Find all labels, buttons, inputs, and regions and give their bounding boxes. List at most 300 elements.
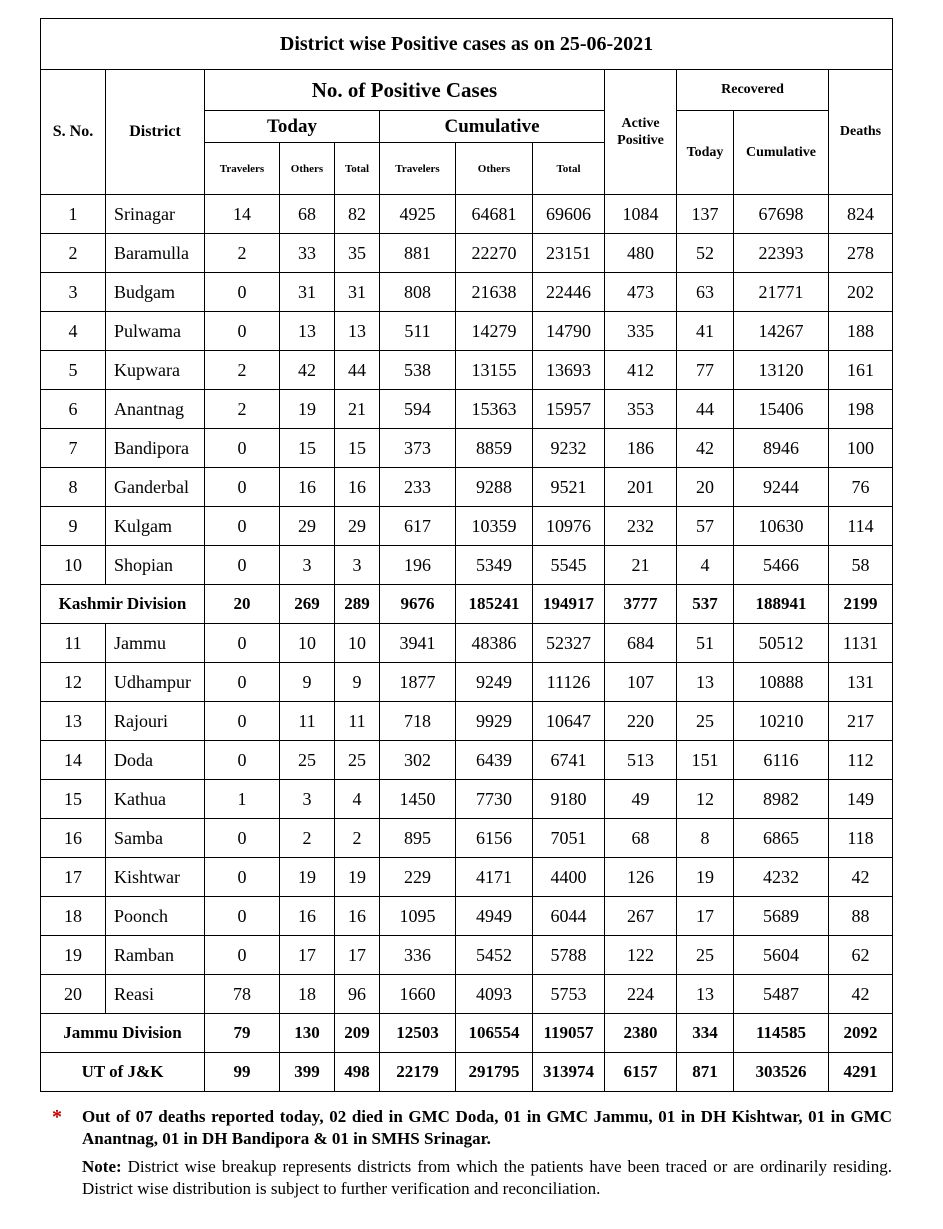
cell-district: Baramulla <box>106 234 205 273</box>
cell-today-travelers: 20 <box>205 585 280 624</box>
cell-deaths: 4291 <box>829 1053 893 1092</box>
cell-recovered-today: 51 <box>677 624 734 663</box>
recovered-header: Recovered <box>677 70 829 111</box>
table-row <box>41 663 893 702</box>
table-row <box>41 780 893 819</box>
cell-recovered-cumulative: 14267 <box>734 312 829 351</box>
cell-district: Kulgam <box>106 507 205 546</box>
cell-today-total: 289 <box>335 585 380 624</box>
cell-recovered-today: 4 <box>677 546 734 585</box>
cell-cum-others: 13155 <box>456 351 533 390</box>
cell-cum-total: 313974 <box>533 1053 605 1092</box>
cell-today-others: 19 <box>280 858 335 897</box>
cell-district: Jammu <box>106 624 205 663</box>
today-total-header: Total <box>335 143 380 195</box>
cell-today-others: 11 <box>280 702 335 741</box>
cell-district: Kathua <box>106 780 205 819</box>
cell-recovered-today: 871 <box>677 1053 734 1092</box>
cell-sno: 14 <box>41 741 106 780</box>
recovered-today-header: Today <box>677 111 734 195</box>
cell-today-total: 10 <box>335 624 380 663</box>
cell-today-others: 19 <box>280 390 335 429</box>
cell-active-positive: 126 <box>605 858 677 897</box>
cell-deaths: 2199 <box>829 585 893 624</box>
table-row <box>41 702 893 741</box>
cumulative-travelers-header: Travelers <box>380 143 456 195</box>
cell-today-travelers: 2 <box>205 390 280 429</box>
table-row <box>41 390 893 429</box>
cell-cum-travelers: 617 <box>380 507 456 546</box>
table-row <box>41 897 893 936</box>
cell-sno: 5 <box>41 351 106 390</box>
cell-sno: 19 <box>41 936 106 975</box>
cell-cum-others: 7730 <box>456 780 533 819</box>
cell-cum-total: 69606 <box>533 195 605 234</box>
cell-today-total: 498 <box>335 1053 380 1092</box>
cell-cum-travelers: 1877 <box>380 663 456 702</box>
cell-recovered-today: 8 <box>677 819 734 858</box>
cell-active-positive: 684 <box>605 624 677 663</box>
table-row <box>41 624 893 663</box>
district-cases-table <box>40 18 893 1092</box>
cell-today-total: 4 <box>335 780 380 819</box>
cell-active-positive: 6157 <box>605 1053 677 1092</box>
cell-cum-others: 9249 <box>456 663 533 702</box>
cell-active-positive: 224 <box>605 975 677 1014</box>
cell-today-travelers: 1 <box>205 780 280 819</box>
cell-today-travelers: 78 <box>205 975 280 1014</box>
cell-cum-total: 22446 <box>533 273 605 312</box>
cell-recovered-cumulative: 10210 <box>734 702 829 741</box>
cell-recovered-cumulative: 4232 <box>734 858 829 897</box>
total-label: UT of J&K <box>41 1053 205 1092</box>
cell-recovered-today: 151 <box>677 741 734 780</box>
cell-cum-total: 13693 <box>533 351 605 390</box>
cell-today-total: 96 <box>335 975 380 1014</box>
cell-cum-total: 7051 <box>533 819 605 858</box>
cell-cum-total: 4400 <box>533 858 605 897</box>
cell-cum-total: 10976 <box>533 507 605 546</box>
cell-deaths: 198 <box>829 390 893 429</box>
cell-sno: 11 <box>41 624 106 663</box>
cell-today-others: 269 <box>280 585 335 624</box>
cell-today-others: 3 <box>280 780 335 819</box>
cell-sno: 13 <box>41 702 106 741</box>
asterisk-marker: * <box>52 1106 62 1128</box>
cell-sno: 15 <box>41 780 106 819</box>
cell-deaths: 62 <box>829 936 893 975</box>
cell-cum-total: 23151 <box>533 234 605 273</box>
cell-deaths: 217 <box>829 702 893 741</box>
cell-cum-others: 10359 <box>456 507 533 546</box>
cell-district: Samba <box>106 819 205 858</box>
cumulative-others-header: Others <box>456 143 533 195</box>
cell-district: Anantnag <box>106 390 205 429</box>
cell-sno: 12 <box>41 663 106 702</box>
cell-today-travelers: 0 <box>205 429 280 468</box>
cell-deaths: 42 <box>829 858 893 897</box>
cell-deaths: 149 <box>829 780 893 819</box>
footnote-text: Out of 07 deaths reported today, 02 died in GMC Doda, 01 in GMC Jammu, 01 in DH Kishtwar, 01 in GMC Anantnag, 01 in DH Bandipora & 01 in SMHS Srinagar. <box>82 1107 892 1148</box>
cell-cum-total: 52327 <box>533 624 605 663</box>
cell-district: Doda <box>106 741 205 780</box>
cell-today-total: 16 <box>335 897 380 936</box>
cell-cum-others: 14279 <box>456 312 533 351</box>
cell-district: Poonch <box>106 897 205 936</box>
cell-active-positive: 1084 <box>605 195 677 234</box>
cell-today-others: 10 <box>280 624 335 663</box>
cell-cum-total: 194917 <box>533 585 605 624</box>
cell-today-total: 13 <box>335 312 380 351</box>
cell-recovered-today: 12 <box>677 780 734 819</box>
jammu-division-total-row <box>41 1014 893 1053</box>
cell-cum-travelers: 881 <box>380 234 456 273</box>
note-text: District wise breakup represents districts from which the patients have been traced or are ordinarily residing. District wise distribution is subject to further verification and reconciliation. <box>82 1157 892 1198</box>
cell-recovered-today: 137 <box>677 195 734 234</box>
cell-recovered-cumulative: 303526 <box>734 1053 829 1092</box>
table-row <box>41 819 893 858</box>
cell-recovered-today: 13 <box>677 663 734 702</box>
cell-sno: 10 <box>41 546 106 585</box>
today-travelers-header: Travelers <box>205 143 280 195</box>
cell-recovered-cumulative: 15406 <box>734 390 829 429</box>
cell-today-others: 68 <box>280 195 335 234</box>
table-row <box>41 312 893 351</box>
cell-today-travelers: 0 <box>205 507 280 546</box>
recovered-cumulative-header: Cumulative <box>734 111 829 195</box>
total-label: Kashmir Division <box>41 585 205 624</box>
cell-deaths: 202 <box>829 273 893 312</box>
cell-cum-others: 8859 <box>456 429 533 468</box>
cell-today-others: 17 <box>280 936 335 975</box>
cell-today-others: 33 <box>280 234 335 273</box>
cell-recovered-cumulative: 114585 <box>734 1014 829 1053</box>
cell-cum-travelers: 1450 <box>380 780 456 819</box>
cell-recovered-today: 537 <box>677 585 734 624</box>
cell-recovered-today: 334 <box>677 1014 734 1053</box>
cell-today-total: 25 <box>335 741 380 780</box>
cell-recovered-today: 17 <box>677 897 734 936</box>
cell-cum-total: 6741 <box>533 741 605 780</box>
cell-today-travelers: 0 <box>205 312 280 351</box>
cell-active-positive: 3777 <box>605 585 677 624</box>
cell-cum-total: 5753 <box>533 975 605 1014</box>
cell-cum-travelers: 373 <box>380 429 456 468</box>
cell-recovered-today: 63 <box>677 273 734 312</box>
cell-today-total: 19 <box>335 858 380 897</box>
cell-today-others: 25 <box>280 741 335 780</box>
cell-today-travelers: 2 <box>205 234 280 273</box>
cell-today-total: 2 <box>335 819 380 858</box>
cell-today-total: 15 <box>335 429 380 468</box>
cell-sno: 3 <box>41 273 106 312</box>
cell-sno: 6 <box>41 390 106 429</box>
cell-recovered-today: 25 <box>677 702 734 741</box>
deaths-header: Deaths <box>829 70 893 195</box>
note <box>40 1156 892 1200</box>
cell-cum-others: 21638 <box>456 273 533 312</box>
cell-today-total: 11 <box>335 702 380 741</box>
cell-today-travelers: 0 <box>205 897 280 936</box>
cell-district: Ramban <box>106 936 205 975</box>
cell-cum-travelers: 1660 <box>380 975 456 1014</box>
cumulative-total-header: Total <box>533 143 605 195</box>
cell-active-positive: 68 <box>605 819 677 858</box>
cell-cum-travelers: 808 <box>380 273 456 312</box>
cell-district: Kupwara <box>106 351 205 390</box>
cell-recovered-cumulative: 8982 <box>734 780 829 819</box>
cell-active-positive: 412 <box>605 351 677 390</box>
table-row <box>41 195 893 234</box>
footnote <box>40 1106 892 1150</box>
cell-today-travelers: 14 <box>205 195 280 234</box>
cell-sno: 4 <box>41 312 106 351</box>
cell-recovered-cumulative: 8946 <box>734 429 829 468</box>
table-row <box>41 936 893 975</box>
cell-today-others: 42 <box>280 351 335 390</box>
cell-cum-others: 291795 <box>456 1053 533 1092</box>
cell-deaths: 161 <box>829 351 893 390</box>
cell-cum-total: 15957 <box>533 390 605 429</box>
cell-today-others: 31 <box>280 273 335 312</box>
total-label: Jammu Division <box>41 1014 205 1053</box>
cell-cum-others: 4171 <box>456 858 533 897</box>
cell-deaths: 278 <box>829 234 893 273</box>
cell-cum-total: 5545 <box>533 546 605 585</box>
cumulative-header: Cumulative <box>380 111 605 143</box>
kashmir-division-total-row <box>41 585 893 624</box>
cell-recovered-cumulative: 10630 <box>734 507 829 546</box>
cell-today-travelers: 99 <box>205 1053 280 1092</box>
cell-cum-total: 9232 <box>533 429 605 468</box>
note-label: Note: <box>82 1157 122 1176</box>
cell-today-travelers: 0 <box>205 273 280 312</box>
table-row <box>41 273 893 312</box>
cell-recovered-today: 19 <box>677 858 734 897</box>
cell-cum-total: 9180 <box>533 780 605 819</box>
cell-active-positive: 201 <box>605 468 677 507</box>
cell-today-total: 35 <box>335 234 380 273</box>
cell-district: Budgam <box>106 273 205 312</box>
cell-sno: 1 <box>41 195 106 234</box>
cell-deaths: 188 <box>829 312 893 351</box>
cell-cum-travelers: 233 <box>380 468 456 507</box>
cell-district: Rajouri <box>106 702 205 741</box>
cell-recovered-today: 25 <box>677 936 734 975</box>
cell-deaths: 131 <box>829 663 893 702</box>
cell-deaths: 2092 <box>829 1014 893 1053</box>
active-positive-header: Active Positive <box>605 70 677 195</box>
cell-active-positive: 267 <box>605 897 677 936</box>
cell-cum-travelers: 3941 <box>380 624 456 663</box>
cell-recovered-cumulative: 21771 <box>734 273 829 312</box>
cell-cum-total: 14790 <box>533 312 605 351</box>
cell-today-total: 82 <box>335 195 380 234</box>
cell-deaths: 58 <box>829 546 893 585</box>
cell-cum-total: 119057 <box>533 1014 605 1053</box>
cell-today-travelers: 2 <box>205 351 280 390</box>
cell-cum-others: 5452 <box>456 936 533 975</box>
cell-cum-total: 6044 <box>533 897 605 936</box>
cell-deaths: 114 <box>829 507 893 546</box>
cell-cum-travelers: 1095 <box>380 897 456 936</box>
cell-district: Bandipora <box>106 429 205 468</box>
cell-cum-total: 11126 <box>533 663 605 702</box>
cell-deaths: 824 <box>829 195 893 234</box>
cell-cum-travelers: 594 <box>380 390 456 429</box>
positive-cases-header: No. of Positive Cases <box>205 70 605 111</box>
cell-cum-others: 185241 <box>456 585 533 624</box>
cell-today-others: 29 <box>280 507 335 546</box>
cell-cum-others: 6156 <box>456 819 533 858</box>
cell-active-positive: 473 <box>605 273 677 312</box>
cell-recovered-cumulative: 6865 <box>734 819 829 858</box>
cell-district: Srinagar <box>106 195 205 234</box>
cell-deaths: 100 <box>829 429 893 468</box>
cell-cum-travelers: 511 <box>380 312 456 351</box>
cell-recovered-today: 41 <box>677 312 734 351</box>
cell-active-positive: 2380 <box>605 1014 677 1053</box>
page-title: District wise Positive cases as on 25-06-2021 <box>41 19 893 70</box>
cell-deaths: 1131 <box>829 624 893 663</box>
table-row <box>41 234 893 273</box>
cell-cum-others: 4949 <box>456 897 533 936</box>
cell-recovered-cumulative: 67698 <box>734 195 829 234</box>
cell-today-travelers: 0 <box>205 624 280 663</box>
cell-today-travelers: 79 <box>205 1014 280 1053</box>
cell-today-others: 18 <box>280 975 335 1014</box>
cell-active-positive: 335 <box>605 312 677 351</box>
cell-sno: 20 <box>41 975 106 1014</box>
cell-cum-total: 9521 <box>533 468 605 507</box>
cell-cum-travelers: 895 <box>380 819 456 858</box>
cell-today-travelers: 0 <box>205 819 280 858</box>
cell-active-positive: 49 <box>605 780 677 819</box>
district-header: District <box>106 70 205 195</box>
cell-cum-others: 48386 <box>456 624 533 663</box>
cell-sno: 18 <box>41 897 106 936</box>
cell-recovered-cumulative: 50512 <box>734 624 829 663</box>
cell-today-travelers: 0 <box>205 468 280 507</box>
cell-today-total: 17 <box>335 936 380 975</box>
cell-deaths: 112 <box>829 741 893 780</box>
cell-recovered-today: 44 <box>677 390 734 429</box>
cell-today-others: 16 <box>280 897 335 936</box>
cell-active-positive: 353 <box>605 390 677 429</box>
cell-recovered-cumulative: 5689 <box>734 897 829 936</box>
cell-cum-travelers: 4925 <box>380 195 456 234</box>
cell-cum-others: 5349 <box>456 546 533 585</box>
cell-recovered-today: 13 <box>677 975 734 1014</box>
cell-today-total: 209 <box>335 1014 380 1053</box>
table-row <box>41 975 893 1014</box>
cell-cum-travelers: 718 <box>380 702 456 741</box>
cell-district: Udhampur <box>106 663 205 702</box>
cell-district: Ganderbal <box>106 468 205 507</box>
cell-active-positive: 107 <box>605 663 677 702</box>
today-others-header: Others <box>280 143 335 195</box>
cell-today-travelers: 0 <box>205 663 280 702</box>
cell-today-total: 31 <box>335 273 380 312</box>
cell-sno: 8 <box>41 468 106 507</box>
cell-active-positive: 122 <box>605 936 677 975</box>
cell-recovered-cumulative: 5487 <box>734 975 829 1014</box>
cell-cum-travelers: 302 <box>380 741 456 780</box>
cell-active-positive: 186 <box>605 429 677 468</box>
table-row <box>41 507 893 546</box>
cell-recovered-cumulative: 5604 <box>734 936 829 975</box>
cell-today-travelers: 0 <box>205 936 280 975</box>
table-row <box>41 858 893 897</box>
footer-notes <box>40 1106 892 1200</box>
cell-recovered-today: 20 <box>677 468 734 507</box>
cell-today-others: 2 <box>280 819 335 858</box>
cell-cum-travelers: 9676 <box>380 585 456 624</box>
cell-sno: 16 <box>41 819 106 858</box>
cell-cum-travelers: 538 <box>380 351 456 390</box>
cell-today-travelers: 0 <box>205 702 280 741</box>
cell-active-positive: 220 <box>605 702 677 741</box>
cell-today-travelers: 0 <box>205 546 280 585</box>
cell-active-positive: 513 <box>605 741 677 780</box>
cell-cum-total: 5788 <box>533 936 605 975</box>
cell-cum-others: 6439 <box>456 741 533 780</box>
cell-deaths: 88 <box>829 897 893 936</box>
cell-recovered-cumulative: 188941 <box>734 585 829 624</box>
cell-recovered-cumulative: 10888 <box>734 663 829 702</box>
cell-district: Reasi <box>106 975 205 1014</box>
cell-deaths: 76 <box>829 468 893 507</box>
cell-recovered-today: 77 <box>677 351 734 390</box>
cell-recovered-today: 42 <box>677 429 734 468</box>
cell-cum-others: 9288 <box>456 468 533 507</box>
cell-cum-travelers: 12503 <box>380 1014 456 1053</box>
cell-district: Kishtwar <box>106 858 205 897</box>
cell-cum-travelers: 22179 <box>380 1053 456 1092</box>
table-row <box>41 741 893 780</box>
cell-cum-others: 64681 <box>456 195 533 234</box>
cell-active-positive: 480 <box>605 234 677 273</box>
table-row <box>41 429 893 468</box>
cell-today-others: 9 <box>280 663 335 702</box>
cell-deaths: 118 <box>829 819 893 858</box>
cell-deaths: 42 <box>829 975 893 1014</box>
today-header: Today <box>205 111 380 143</box>
cell-recovered-cumulative: 22393 <box>734 234 829 273</box>
cell-cum-others: 9929 <box>456 702 533 741</box>
table-row <box>41 468 893 507</box>
cell-sno: 17 <box>41 858 106 897</box>
cell-today-others: 16 <box>280 468 335 507</box>
cell-cum-travelers: 229 <box>380 858 456 897</box>
cell-today-total: 21 <box>335 390 380 429</box>
cell-today-total: 3 <box>335 546 380 585</box>
ut-total-row <box>41 1053 893 1092</box>
cell-district: Pulwama <box>106 312 205 351</box>
cell-cum-travelers: 196 <box>380 546 456 585</box>
cell-today-others: 13 <box>280 312 335 351</box>
cell-cum-total: 10647 <box>533 702 605 741</box>
cell-sno: 7 <box>41 429 106 468</box>
cell-cum-others: 106554 <box>456 1014 533 1053</box>
cell-sno: 9 <box>41 507 106 546</box>
cell-today-total: 44 <box>335 351 380 390</box>
cell-cum-others: 22270 <box>456 234 533 273</box>
cell-sno: 2 <box>41 234 106 273</box>
cell-today-others: 3 <box>280 546 335 585</box>
cell-today-travelers: 0 <box>205 858 280 897</box>
table-row <box>41 546 893 585</box>
